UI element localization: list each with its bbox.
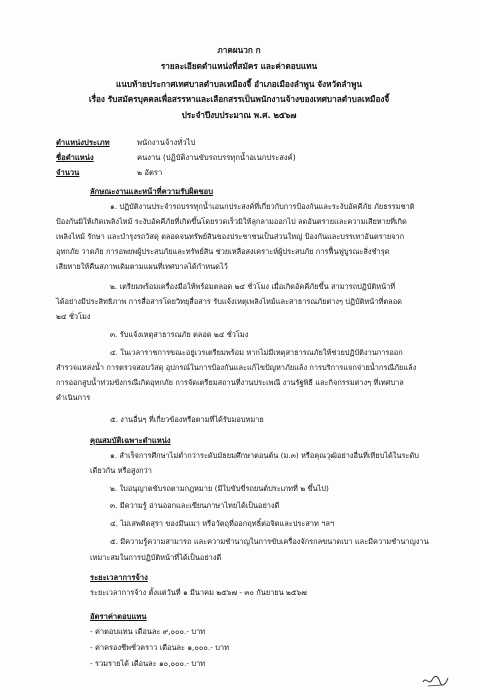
- duty-5: ๕. งานอื่นๆ ที่เกี่ยวข้องหรือตามที่ได้รับมอบหมาย: [110, 415, 264, 424]
- position-name-value: คนงาน (ปฏิบัติงานขับรถบรรทุกน้ำอเนกประสงค์): [137, 153, 296, 162]
- header-line-3: เรื่อง รับสมัครบุคคลเพื่อสรรหาและเลือกสรรเป็นพนักงานจ้างของเทศบาลตำบลเหมืองจี้: [88, 94, 390, 104]
- duty-4-line-1: ๔. ในเวลาราชการขณะอยู่เวรเตรียมพร้อม หากไม่มีเหตุสาธารณภัยให้ช่วยปฏิบัติงานการออก: [110, 348, 403, 357]
- pay-item-salary: - ค่าตอบแทน เดือนละ ๙,๐๐๐.- บาท: [90, 627, 206, 636]
- duty-4-line-3: การออกสูบน้ำท่วมขังกรณีเกิดอุทกภัย การจัดเตรียมสถานที่งานประเพณี งานรัฐพิธี และกิจกรรมต่างๆ ที่เทศบาล: [56, 378, 404, 387]
- position-type-label: ตำแหน่งประเภท: [56, 138, 110, 147]
- term-heading: ระยะเวลาการจ้าง: [90, 573, 148, 582]
- quantity-value: ๒ อัตรา: [137, 168, 163, 177]
- qualification-4: ๔. ไม่เสพติดสุรา ของมึนเมา หรือวัตถุที่ออกฤทธิ์ต่อจิตและประสาท ฯลฯ: [110, 519, 335, 528]
- duty-1-line-1: ๑. ปฏิบัติงานประจำรถบรรทุกน้ำเอนกประสงค์ที่เกี่ยวกับการป้องกันและระงับอัคคีภัย ภัยธรรมชาติ: [110, 202, 415, 211]
- qualification-5-line-2: เหมาะสมในการปฏิบัติหน้าที่ได้เป็นอย่างดี: [90, 553, 222, 562]
- duty-4-line-4: ดำเนินการ: [56, 393, 91, 402]
- handwritten-initials: [420, 672, 450, 690]
- qualification-5-line-1: ๕. มีความรู้ความสามารถ และความชำนาญในการขับเครื่องจักรกลขนาดเบา และมีความชำนาญงาน: [110, 537, 429, 546]
- pay-item-total: - รวมรายได้ เดือนละ ๑๐,๐๐๐.- บาท: [90, 659, 206, 668]
- qualification-1-line-1: ๑. สำเร็จการศึกษาไม่ต่ำกว่าระดับมัธยมศึกษาตอนต้น (ม.๓) หรือคุณวุฒิอย่างอื่นที่เทียบได้ในระดับ: [110, 451, 419, 460]
- header-line-4: ประจำปีงบประมาณ พ.ศ. ๒๕๖๗: [181, 110, 297, 120]
- pay-item-allowance: - ค่าครองชีพชั่วคราว เดือนละ ๑,๐๐๐.- บาท: [90, 643, 230, 652]
- duty-1-line-2: ป้องกันมิให้เกิดเพลิงไหม้ ระงับอัคคีภัยที่เกิดขึ้นโดยรวดเร็วมิให้ลุกลามออกไป ลดอันตรายและความเสียหายที่เกิด: [56, 217, 407, 226]
- qualifications-heading: คุณสมบัติเฉพาะตำแหน่ง: [90, 436, 171, 445]
- duty-1-line-3: เพลิงไหม้ รักษา และบำรุงรถวัสดุ ตลอดจนทรัพย์สินของประชาชนเป็นส่วนใหญ่ ป้องกันและบรรเทาอันตรายจาก: [56, 232, 405, 241]
- duty-1-line-5: เสียหายให้คืนสภาพเดิมตามแผนที่เทศบาลได้กำหนดไว้: [56, 262, 228, 271]
- duty-4-line-2: สำรวจแหล่งน้ำ การตรวจสอบวัสดุ อุปกรณ์ในการป้องกันและแก้ไขปัญหาภัยแล้ง การบริการแจกจ่ายน้ำกรณีภัยแล้ง: [56, 363, 417, 372]
- position-type-value: พนักงานจ้างทั่วไป: [137, 138, 196, 147]
- duty-2-line-3: ๒๔ ชั่วโมง: [56, 312, 91, 321]
- duty-2-line-2: ได้อย่างมีประสิทธิภาพ การสื่อสารโดยวิทยุสื่อสาร รับแจ้งเหตุเพลิงไหม้และสาธารณภัยต่างๆ ปฏิบัติหน้าที่ตลอด: [56, 297, 402, 306]
- header-line-2: แนบท้ายประกาศเทศบาลตำบลเหมืองจี้ อำเภอเมืองลำพูน จังหวัดลำพูน: [115, 79, 362, 89]
- duty-1-line-4: อุทกภัย วาตภัย การอพยพผู้ประสบภัยและทรัพย์สิน ช่วยเหลือสงเคราะห์ผู้ประสบภัย การฟื้นฟูบูรณะสิ่งชำรุด: [56, 247, 390, 256]
- duties-heading: ลักษณะงานและหน้าที่ความรับผิดชอบ: [90, 187, 214, 196]
- annex-title: ภาคผนวก ก: [217, 45, 261, 55]
- qualification-3: ๓. มีความรู้ อ่านออกและเขียนภาษาไทยได้เป็นอย่างดี: [110, 501, 280, 510]
- duty-2-line-1: ๒. เตรียมพร้อมเครื่องมือให้พร้อมตลอด ๒๔ ชั่วโมง เมื่อเกิดอัคคีภัยขึ้น สามารถปฏิบัติหน้าที่: [110, 282, 396, 291]
- duty-3: ๓. รับแจ้งเหตุสาธารณภัย ตลอด ๒๔ ชั่วโมง: [110, 330, 249, 339]
- header-line-1: รายละเอียดตำแหน่งที่สมัคร และค่าตอบแทน: [160, 61, 318, 71]
- quantity-label: จำนวน: [56, 168, 80, 177]
- qualification-1-line-2: เดียวกัน หรือสูงกว่า: [90, 466, 152, 475]
- pay-heading: อัตราค่าตอบแทน: [90, 612, 147, 621]
- term-text: ระยะเวลาการจ้าง ตั้งแต่วันที่ ๑ มีนาคม ๒๕๖๗ - ๓๐ กันยายน ๒๕๖๗: [90, 588, 307, 597]
- position-name-label: ชื่อตำแหน่ง: [56, 153, 94, 162]
- qualification-2: ๒. ใบอนุญาตขับรถตามกฎหมาย (มีใบขับขี่รถยนต์ประเภทที่ ๒ ขึ้นไป): [110, 484, 329, 493]
